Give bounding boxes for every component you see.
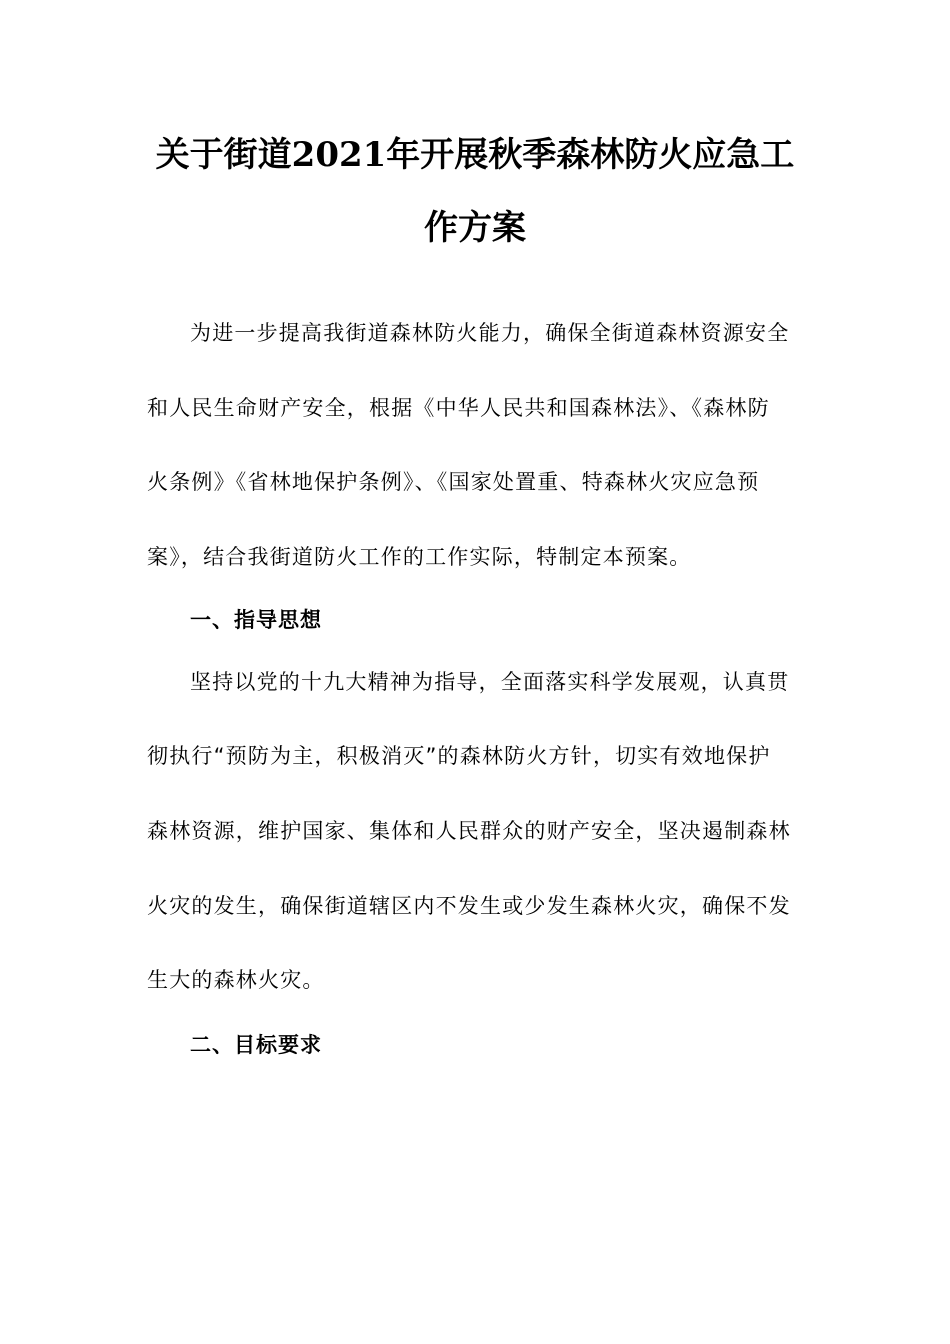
- document-title-line-1: 关于街道2021年开展秋季森林防火应急工: [155, 135, 795, 175]
- section1-line-5: 生大的森林火灾。: [147, 968, 325, 992]
- intro-line-3: 火条例》《省林地保护条例》、《国家处置重、特森林火灾应急预: [147, 470, 760, 494]
- section1-line-2: 彻执行“预防为主，积极消灭”的森林防火方针，切实有效地保护: [147, 744, 771, 768]
- section1-line-3: 森林资源，维护国家、集体和人民群众的财产安全，坚决遏制森林: [147, 819, 791, 843]
- intro-line-1: 为进一步提高我街道森林防火能力，确保全街道森林资源安全: [190, 321, 790, 345]
- intro-line-4: 案》，结合我街道防火工作的工作实际，特制定本预案。: [147, 545, 692, 569]
- section-heading-goals: 二、目标要求: [190, 1033, 322, 1057]
- intro-line-2: 和人民生命财产安全，根据《中华人民共和国森林法》、《森林防: [147, 396, 770, 420]
- section1-line-1: 坚持以党的十九大精神为指导，全面落实科学发展观，认真贯: [190, 670, 790, 694]
- section1-line-4: 火灾的发生，确保街道辖区内不发生或少发生森林火灾，确保不发: [147, 894, 791, 918]
- document-title-line-2: 作方案: [424, 208, 526, 248]
- section-heading-guiding-ideology: 一、指导思想: [190, 608, 322, 632]
